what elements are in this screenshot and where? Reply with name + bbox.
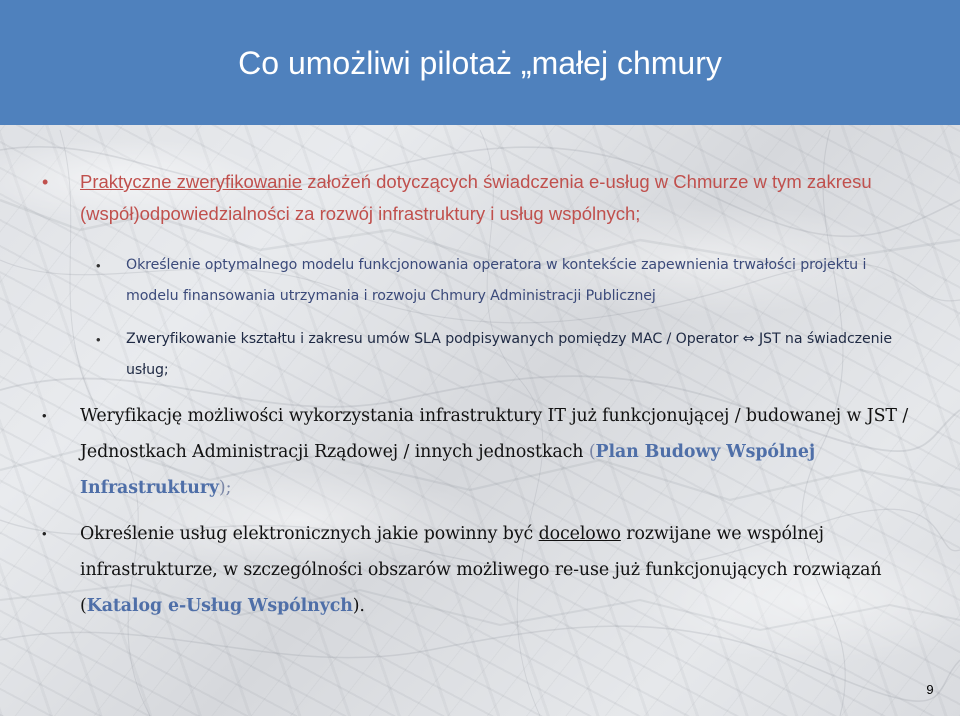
underlined-phrase: Praktyczne zweryfikowanie (80, 171, 303, 192)
bullet-text-second (80, 398, 920, 506)
sub-bullet-item-2 (96, 324, 920, 386)
bullet-item-second (40, 398, 920, 506)
sub-bullet-marker: • (96, 332, 101, 347)
sub-bullet-marker: • (96, 258, 101, 273)
bullet-item-third (40, 516, 920, 624)
bullet-text-before: Określenie usług elektronicznych jakie powinny być (80, 524, 539, 544)
bullet-text-third (80, 516, 920, 624)
bullet-text-close: ). (352, 596, 365, 616)
bullet-item-first (40, 166, 920, 230)
sub-bullet-text-1: Określenie optymalnego modelu funkcjonowania operatora w kontekście zapewnienia trwałości projektu i modelu finansowania utrzymania i rozwoju Chmury Administracji Publicznej (126, 257, 867, 304)
plan-budowy-link[interactable]: Plan Budowy Wspólnej Infrastruktury (80, 442, 816, 498)
sub-bullet-item-1 (96, 250, 920, 312)
bullet-text: założeń dotyczących świadczenia e-usług w Chmurze w tym zakresu (współ)odpowiedzialności za rozwój infrastruktury i usług wspólnych; (80, 171, 872, 224)
title-bar (0, 0, 960, 125)
slide-title: Co umożliwi pilotaż „małej chmury (238, 45, 722, 81)
paren-open: ( (588, 442, 596, 462)
bullet-marker: • (42, 526, 47, 541)
katalog-e-uslug-link[interactable]: Katalog e-Usług Wspólnych (86, 596, 353, 616)
paren-close: ); (218, 478, 232, 498)
page-number: 9 (926, 682, 934, 697)
bullet-text-after: rozwijane we wspólnej infrastrukturze, w szczególności obszarów możliwego re-use już funkcjonujących rozwiązań ( (80, 524, 882, 616)
sub-bullet-text-2: Zweryfikowanie kształtu i zakresu umów SLA podpisywanych pomiędzy MAC / Operator ⇔ JST na świadczenie usług; (126, 331, 892, 378)
bullet-text: Weryfikację możliwości wykorzystania infrastruktury IT już funkcjonującej / budowanej w JST / Jednostkach Administracji Rządowej / innych jednostkach (80, 406, 909, 462)
underlined-word: docelowo (538, 524, 621, 544)
bullet-marker: • (42, 172, 49, 192)
bullet-text-first (80, 166, 920, 230)
bullet-marker: • (42, 408, 47, 423)
slide-content (40, 166, 920, 634)
